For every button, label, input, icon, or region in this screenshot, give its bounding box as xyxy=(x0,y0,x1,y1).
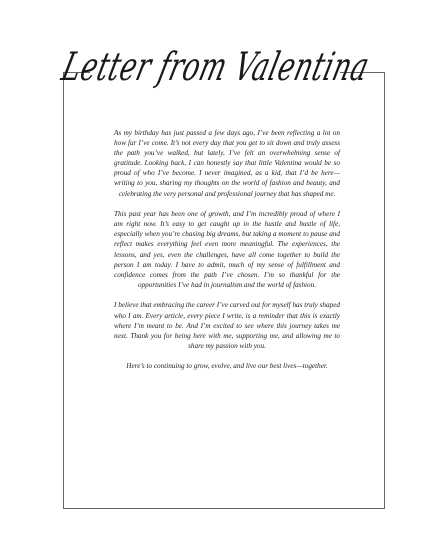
title-container xyxy=(56,36,374,98)
letter-paragraph: This past year has been one of growth, and I’m incredibly proud of where I am right now. It’s easy to get caught up in the hustle and bustle of life, especially when you’re chasing big dreams, but taking a moment to pause and reflect makes everything feel even more meaningful. The experiences, the lessons, and yes, even the challenges, have all come together to build the person I am today. I have to admit, much of my sense of fulfillment and confidence comes from the path I’ve chosen. I’m so thankful for the opportunities I’ve had in journalism and the world of fashion. xyxy=(114,210,340,289)
letter-paragraph: As my birthday has just passed a few days ago, I’ve been reflecting a lot on how far I’ve come. It’s not every day that you get to sit down and truly assess the path you’ve walked, but lately, I’ve felt an overwhelming sense of gratitude. Looking back, I can honestly say that little Valentina would be so proud of who I’ve become. I never imagined, as a kid, that I’d be here—writing to you, sharing my thoughts on the world of fashion and beauty, and celebrating the very personal and professional journey that has shaped me. xyxy=(114,129,340,198)
letter-body xyxy=(114,128,340,382)
letter-paragraph: Here’s to continuing to grow, evolve, and live our best lives—together. xyxy=(126,362,328,371)
letter-title: Letter from Valentina xyxy=(56,44,374,90)
letter-paragraph: I believe that embracing the career I’ve carved out for myself has truly shaped who I am. Every article, every piece I write, is a reminder that this is exactly where I’m meant to be. And I’m excited to see where this journey takes me next. Thank you for being here with me, supporting me, and allowing me to share my passion with you. xyxy=(114,301,340,350)
